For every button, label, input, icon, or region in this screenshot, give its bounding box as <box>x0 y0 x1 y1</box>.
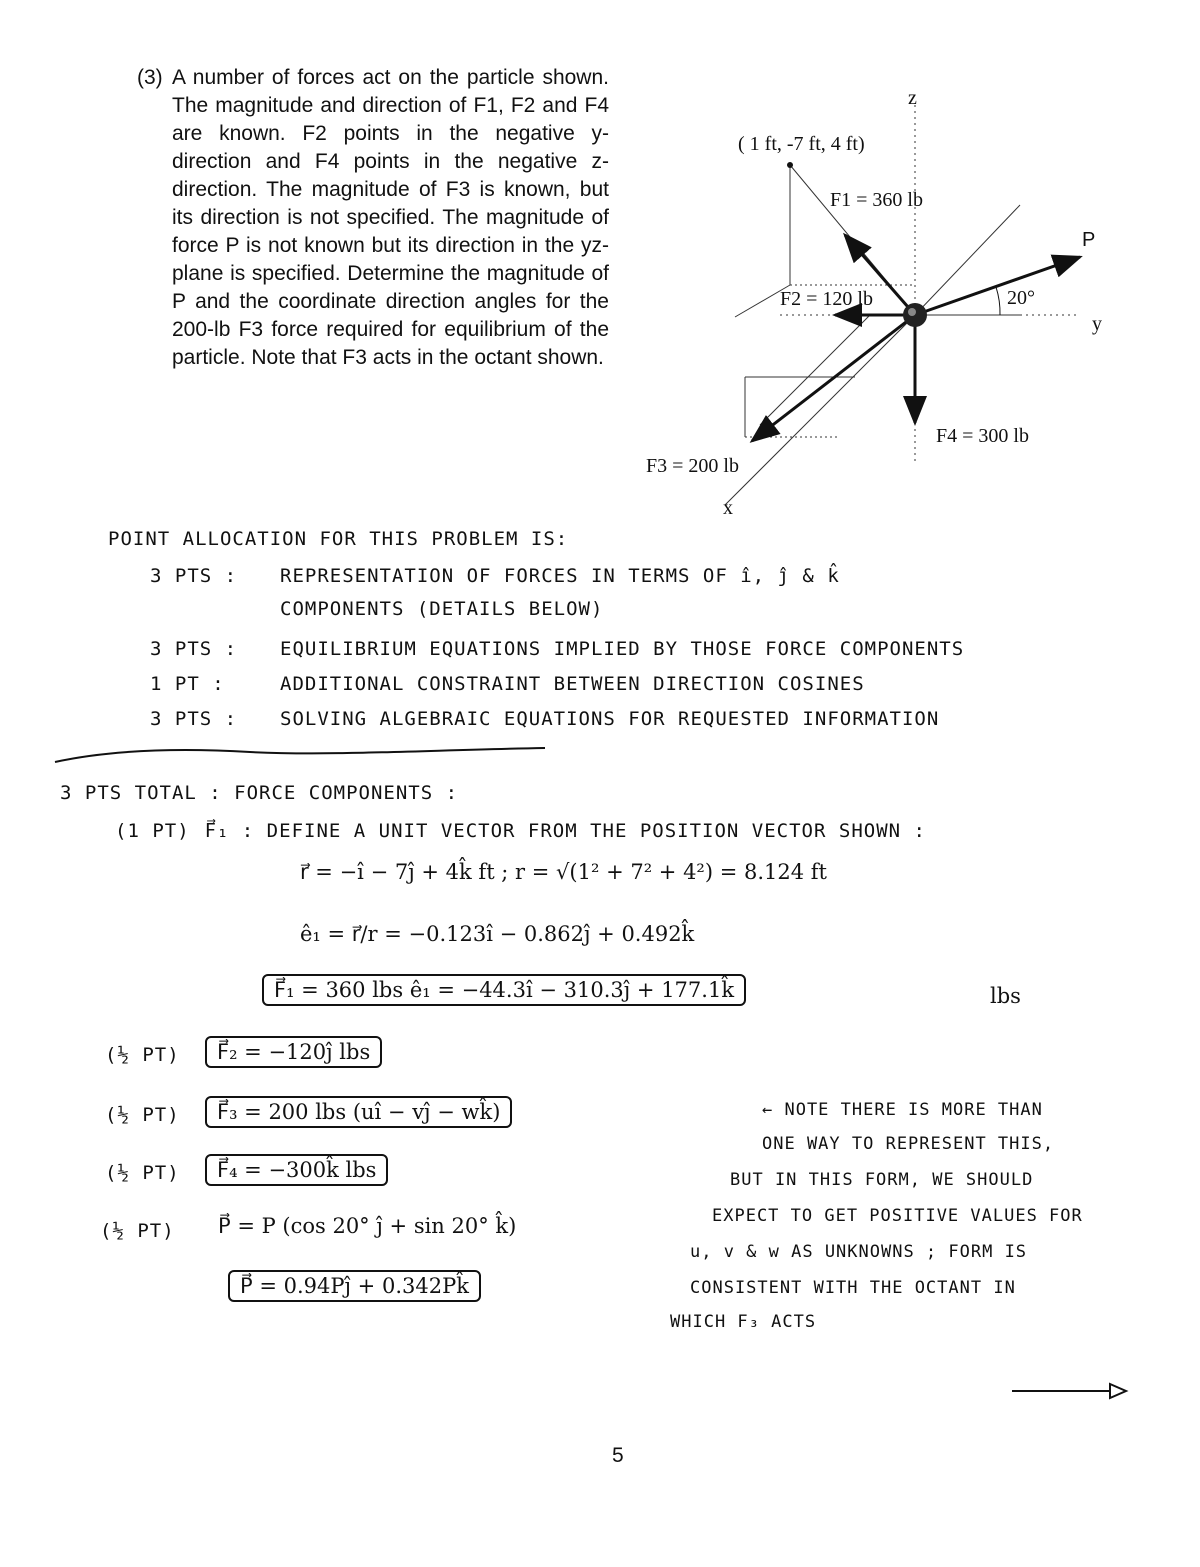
f1-result: F⃗₁ = 360 lbs ê₁ = −44.3î − 310.3ĵ + 177.1k̂ <box>262 974 746 1006</box>
r-vector: r⃗ = −î − 7ĵ + 4k̂ ft ; r = √(1² + 7² + 4²) = 8.124 ft <box>300 860 827 884</box>
x-axis <box>725 315 915 505</box>
f4-points: (½ PT) <box>105 1162 180 1184</box>
allocation-pts-4: 3 PTS : <box>150 708 238 730</box>
f1-label: F1 = 360 lb <box>830 189 923 211</box>
problem-statement <box>137 64 609 372</box>
f2-label: F2 = 120 lb <box>780 288 873 310</box>
f4-equation: F⃗₄ = −300k̂ lbs <box>205 1154 388 1186</box>
f3-arrow <box>752 315 915 441</box>
p-label: P <box>1082 229 1096 251</box>
point-coordinates: ( 1 ft, -7 ft, 4 ft) <box>738 133 865 155</box>
continue-arrow-icon <box>1010 1380 1130 1404</box>
note-line-4: EXPECT TO GET POSITIVE VALUES FOR <box>712 1206 1083 1226</box>
particle-highlight <box>908 308 916 316</box>
allocation-pts-1: 3 PTS : <box>150 565 238 587</box>
note-line-1: ← NOTE THERE IS MORE THAN <box>762 1100 1043 1120</box>
note-line-3: BUT IN THIS FORM, WE SHOULD <box>730 1170 1034 1190</box>
f3-equation: F⃗₃ = 200 lbs (uî − vĵ − wk̂) <box>205 1096 512 1128</box>
p-result: P⃗ = 0.94Pĵ + 0.342Pk̂ <box>228 1270 481 1302</box>
page-number: 5 <box>612 1444 624 1467</box>
problem-number: (3) <box>137 66 163 89</box>
f1-unit: lbs <box>990 984 1021 1008</box>
f2-points: (½ PT) <box>105 1044 180 1066</box>
problem-text: A number of forces act on the particle shown. The magnitude and direction of F1, F2 and F4 are known. F2 points in the negative y-direction and F4 points in the negative z-direction. The magnitude of F3 is known, but its direction is not specified. The magnitude of force P is not known but its direction in the yz-plane is specified. Determine the magnitude of P and the coordinate direction angles for the 200-lb F3 force required for equilibrium of the particle. Note that F3 acts in the octant shown. <box>172 66 609 369</box>
p-definition: P⃗ = P (cos 20° ĵ + sin 20° k̂) <box>218 1214 517 1238</box>
note-line-6: CONSISTENT WITH THE OCTANT IN <box>690 1278 1016 1298</box>
coordinate-point <box>787 162 793 168</box>
allocation-desc-1: REPRESENTATION OF FORCES IN TERMS OF î, ĵ & k̂ <box>280 565 840 587</box>
f1-intro: F⃗₁ : DEFINE A UNIT VECTOR FROM THE POSITION VECTOR SHOWN : <box>205 820 926 842</box>
allocation-pts-3: 1 PT : <box>150 673 225 695</box>
allocation-desc-3: ADDITIONAL CONSTRAINT BETWEEN DIRECTION COSINES <box>280 673 865 695</box>
p-points: (½ PT) <box>100 1220 175 1242</box>
allocation-pts-2: 3 PTS : <box>150 638 238 660</box>
allocation-heading: POINT ALLOCATION FOR THIS PROBLEM IS: <box>108 528 569 550</box>
diag-guide <box>915 205 1020 315</box>
p-arrow <box>915 257 1080 315</box>
z-axis-label: z <box>908 87 917 109</box>
x-axis-label: x <box>723 497 733 519</box>
diag-guide-2 <box>760 315 870 425</box>
force-diagram <box>640 85 1100 525</box>
allocation-desc-1b: COMPONENTS (DETAILS BELOW) <box>280 598 604 620</box>
allocation-desc-2: EQUILIBRIUM EQUATIONS IMPLIED BY THOSE FORCE COMPONENTS <box>280 638 965 660</box>
note-line-7: WHICH F₃ ACTS <box>670 1312 817 1332</box>
f2-equation: F⃗₂ = −120ĵ lbs <box>205 1036 382 1068</box>
solution-heading: 3 PTS TOTAL : FORCE COMPONENTS : <box>60 782 459 804</box>
y-axis-label: y <box>1092 313 1102 335</box>
section-divider <box>50 740 550 770</box>
note-line-5: u, v & w AS UNKNOWNS ; FORM IS <box>690 1242 1028 1262</box>
f3-points: (½ PT) <box>105 1104 180 1126</box>
note-line-2: ONE WAY TO REPRESENT THIS, <box>762 1134 1055 1154</box>
particle <box>903 303 927 327</box>
f4-label: F4 = 300 lb <box>936 425 1029 447</box>
angle-arc <box>996 287 1000 315</box>
unit-vector-e1: ê₁ = r⃗/r = −0.123î − 0.862ĵ + 0.492k̂ <box>300 922 695 946</box>
f3-label: F3 = 200 lb <box>646 455 739 477</box>
f1-points: (1 PT) <box>115 820 190 842</box>
allocation-desc-4: SOLVING ALGEBRAIC EQUATIONS FOR REQUESTED INFORMATION <box>280 708 940 730</box>
angle-label: 20° <box>1007 287 1035 309</box>
